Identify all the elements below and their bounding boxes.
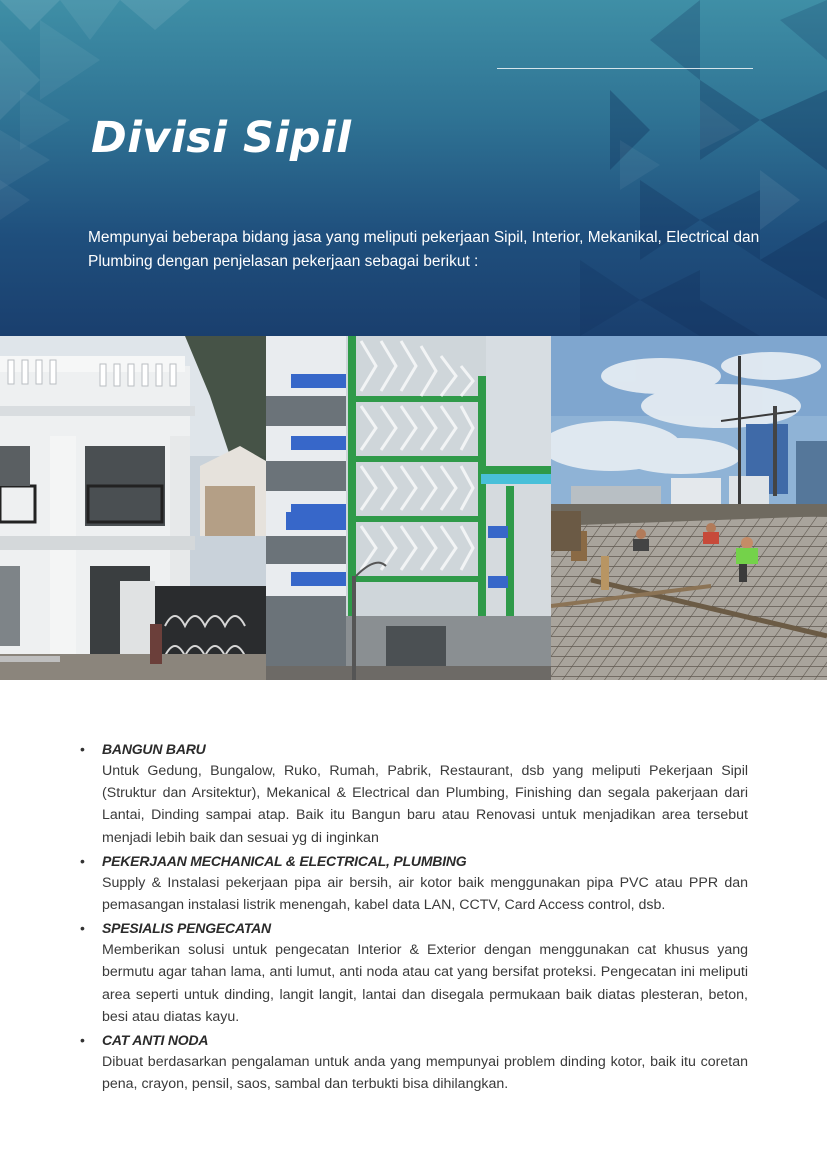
bullet-marker: • <box>80 741 85 757</box>
service-description: Dibuat berdasarkan pengalaman untuk anda yang mempunyai problem dinding kotor, baik itu coretan pena, crayon, pensil, saos, sambal dan terbukti bisa dihilangkan. <box>102 1054 748 1093</box>
bullet-marker: • <box>80 920 85 937</box>
service-title: SPESIALIS PENGECATAN <box>102 920 271 937</box>
photo-green-building <box>266 336 551 680</box>
header-divider-line <box>497 68 753 69</box>
header-banner <box>0 0 827 336</box>
service-item-cat-anti-noda <box>80 1029 748 1095</box>
photo-strip <box>0 336 827 680</box>
service-title: PEKERJAAN MECHANICAL & ELECTRICAL, PLUMBING <box>102 852 467 869</box>
services-list <box>80 738 748 1096</box>
intro-paragraph: Mempunyai beberapa bidang jasa yang meliputi pekerjaan Sipil, Interior, Mekanikal, Electrical dan Plumbing dengan penjelasan pekerjaan sebagai berikut : <box>88 229 760 270</box>
construction-illustration <box>551 336 827 680</box>
photo-white-villa <box>0 336 266 680</box>
bullet-marker: • <box>80 852 85 869</box>
service-item-bangun-baru <box>80 738 748 849</box>
bullet-marker: • <box>80 1032 85 1049</box>
service-description: Supply & Instalasi pekerjaan pipa air bersih, air kotor baik menggunakan pipa PVC atau PPR dan pemasangan instalasi listrik menengah, kabel data LAN, CCTV, Card Access control, dsb. <box>102 874 748 914</box>
service-title: BANGUN BARU <box>102 741 206 757</box>
page-title: Divisi Sipil <box>91 113 352 163</box>
service-description: Memberikan solusi untuk pengecatan Interior & Exterior dengan menggunakan cat khusus yang bermutu agar tahan lama, anti lumut, anti noda atau cat yang bersifat proteksi. Pengecatan ini meliputi area seperti untuk dinding, langit langit, lantai dan disegala permukaan baik diatas plesteran, beton, besi atau diatas kayu. <box>102 942 748 1025</box>
service-description: Untuk Gedung, Bungalow, Ruko, Rumah, Pabrik, Restaurant, dsb yang meliputi Pekerjaan Sipil (Struktur dan Arsitektur), Mekanical & Electrical dan Plumbing, Finishing dan segala pakerjaan dari Lantai, Dinding sampai atap. Baik itu Bangun baru atau Renovasi untuk menjadikan area tersebut menjadi lebih baik dan sesuai yg di inginkan <box>102 763 748 846</box>
villa-illustration <box>0 336 266 680</box>
service-title: CAT ANTI NODA <box>102 1032 209 1049</box>
service-item-pengecatan <box>80 917 748 1028</box>
service-item-mechanical-electrical <box>80 850 748 916</box>
photo-construction-site <box>551 336 827 680</box>
triangle-pattern-decoration <box>0 0 827 336</box>
green-building-illustration <box>266 336 551 680</box>
